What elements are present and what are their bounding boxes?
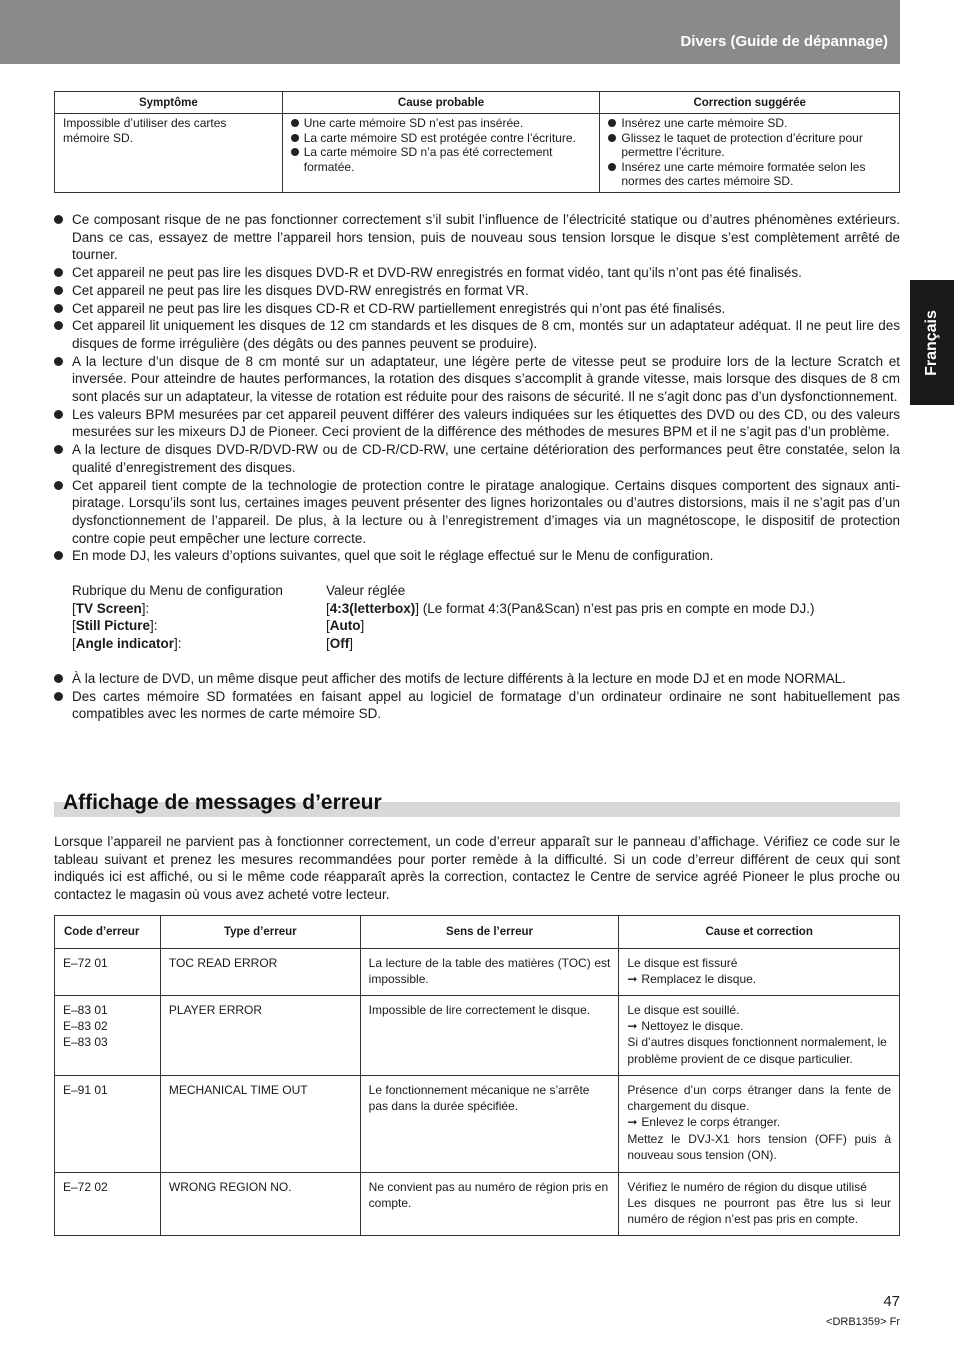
header-symptom: Symptôme bbox=[55, 92, 283, 114]
notes-list bbox=[54, 211, 900, 565]
header-error-cause: Cause et correction bbox=[619, 916, 900, 949]
document-code: <DRB1359> Fr bbox=[826, 1316, 900, 1328]
error-cause: Présence d’un corps étranger dans la fente de chargement du disque. ➞ Enlevez le corps étranger. Mettez le DVJ-X1 hors tension (OFF) puis à nouveau sous tension (ON). bbox=[619, 1076, 900, 1173]
config-row: [TV Screen]: [4:3(letterbox)] (Le format 4:3(Pan&Scan) n’est pas pris en compte en mode DJ.) bbox=[72, 600, 815, 616]
list-item: Une carte mémoire SD n’est pas insérée. bbox=[291, 116, 592, 131]
config-value: Off bbox=[329, 636, 350, 652]
error-type: WRONG REGION NO. bbox=[160, 1173, 360, 1236]
cause-cell bbox=[282, 114, 600, 193]
note-item: Cet appareil ne peut pas lire les disques CD-R et CD-RW partiellement enregistrés qui n’ont pas été finalisés. bbox=[54, 300, 900, 318]
error-cause: Le disque est souillé. ➞ Nettoyez le disque. Si d’autres disques fonctionnent normalement, le problème provient de ce disque particulier. bbox=[619, 996, 900, 1076]
list-item: Insérez une carte mémoire formatée selon les normes des cartes mémoire SD. bbox=[608, 160, 891, 189]
note-item: A la lecture de disques DVD-R/DVD-RW ou de CD-R/CD-RW, une certaine détérioration des performances peut être constatée, selon la qualité d’enregistrement des disques. bbox=[54, 441, 900, 476]
config-item: Still Picture bbox=[75, 618, 151, 634]
config-value: 4:3(letterbox) bbox=[329, 600, 416, 616]
config-value: Auto bbox=[329, 618, 361, 634]
error-meaning: Impossible de lire correctement le disque. bbox=[360, 996, 619, 1076]
list-item: La carte mémoire SD est protégée contre l’écriture. bbox=[291, 131, 592, 146]
symptom-table bbox=[54, 91, 900, 193]
error-type: MECHANICAL TIME OUT bbox=[160, 1076, 360, 1173]
config-header-item: Rubrique du Menu de configuration bbox=[72, 583, 283, 599]
error-meaning: Ne convient pas au numéro de région pris en compte. bbox=[360, 1173, 619, 1236]
error-cause: Vérifiez le numéro de région du disque utilisé Les disques ne pourront pas être lus si leur numéro de région n’est pas pris en compte. bbox=[619, 1173, 900, 1236]
note-item: En mode DJ, les valeurs d’options suivantes, quel que soit le réglage effectué sur le Menu de configuration. bbox=[54, 547, 900, 565]
error-code: E–72 01 bbox=[55, 949, 161, 996]
note-item: Ce composant risque de ne pas fonctionner correctement s’il subit l’influence de l’électricité statique ou d’autres phénomènes extérieurs. Dans ce cas, essayez de mettre l’appareil hors tension, puis de nouveau sous tension lorsque le disque s’est complètement arrêté de tourner. bbox=[54, 211, 900, 264]
note-item: A la lecture d’un disque de 8 cm monté sur un adaptateur, une légère perte de vitesse peut se produire lors de la lecture Scratch et inversée. Pour atteindre de hautes performances, la rotation des disques s’accomplit à grande vitesse, mais lorsque des disques de 8 cm sont placés sur un adaptateur, la vitesse de rotation est réduite pour des raisons de sécurité. Il ne s’agit donc pas d’un dysfonctionnement. bbox=[54, 353, 900, 406]
table-row bbox=[55, 1173, 900, 1236]
arrow-right-icon: ➞ bbox=[627, 1115, 638, 1130]
note-item: Cet appareil tient compte de la technologie de protection contre le piratage analogique. Certains disques comportent des signaux anti-piratage. Lorsqu’ils sont lus, certaines images peuvent présenter des lignes horizontales ou d’autres distorsions, mais il ne s’agit pas d’un dysfonctionnement de l’appareil. De plus, à la lecture ou à l’enregistrement d’images via un magnétoscope, le dispositif de protection contre copie peut empêcher une lecture correcte. bbox=[54, 477, 900, 548]
symptom-cell: Impossible d’utiliser des cartes mémoire SD. bbox=[55, 114, 283, 193]
config-header-value: Valeur réglée bbox=[326, 583, 406, 599]
config-row: [Angle indicator]: [Off] bbox=[72, 636, 354, 652]
list-item: Glissez le taquet de protection d’écriture pour permettre l’écriture. bbox=[608, 131, 891, 160]
error-code: E–72 02 bbox=[55, 1173, 161, 1236]
error-table-header bbox=[55, 916, 900, 949]
symptom-table-header bbox=[55, 92, 900, 114]
note-item: Cet appareil ne peut pas lire les disques DVD-RW enregistrés en format VR. bbox=[54, 282, 900, 300]
arrow-right-icon: ➞ bbox=[627, 1019, 638, 1034]
section-heading bbox=[54, 791, 900, 819]
header-bar bbox=[0, 0, 900, 64]
note-item: Cet appareil ne peut pas lire les disques DVD-R et DVD-RW enregistrés en format vidéo, tant qu’ils n’ont pas été finalisés. bbox=[54, 264, 900, 282]
page-number: 47 bbox=[883, 1293, 900, 1310]
error-cause: Le disque est fissuré ➞ Remplacez le disque. bbox=[619, 949, 900, 996]
correction-cell bbox=[600, 114, 900, 193]
config-item: Angle indicator bbox=[75, 636, 175, 652]
section-intro: Lorsque l’appareil ne parvient pas à fonctionner correctement, un code d’erreur apparaît sur le panneau d’affichage. Vérifiez ce code sur le tableau suivant et prenez les mesures recommandées pour porter remède à la difficulté. Si un code d’erreur différent de ceux qui sont indiqués ici est affiché, ou si le même code réapparaît après la correction, contactez le Centre de service agréé Pioneer le plus proche ou contactez le magasin où vous avez acheté votre lecteur. bbox=[54, 834, 900, 903]
error-type: TOC READ ERROR bbox=[160, 949, 360, 996]
list-item: La carte mémoire SD n’a pas été correctement formatée. bbox=[291, 145, 592, 174]
list-item: Insérez une carte mémoire SD. bbox=[608, 116, 891, 131]
error-code: E–91 01 bbox=[55, 1076, 161, 1173]
note-item: Cet appareil lit uniquement les disques de 12 cm standards et les disques de 8 cm, montés sur un adaptateur adéquat. Il ne peut lire des disques de forme irrégulière (des dégâts ou des pannes peuvent se produire). bbox=[54, 317, 900, 352]
note-item: Des cartes mémoire SD formatées en faisant appel au logiciel de formatage d’un ordinateur ordinaire ne sont habituellement pas compatibles avec les normes de carte mémoire SD. bbox=[54, 688, 900, 723]
note-item: À la lecture de DVD, un même disque peut afficher des motifs de lecture différents à la lecture en mode DJ et en mode NORMAL. bbox=[54, 670, 900, 688]
section-title: Affichage de messages d’erreur bbox=[63, 791, 382, 814]
error-meaning: La lecture de la table des matières (TOC) est impossible. bbox=[360, 949, 619, 996]
config-header-row bbox=[72, 582, 900, 600]
error-table bbox=[54, 915, 900, 1236]
header-error-type: Type d’erreur bbox=[160, 916, 360, 949]
table-row bbox=[55, 114, 900, 193]
language-tab bbox=[910, 280, 954, 405]
note-item: Les valeurs BPM mesurées par cet appareil peuvent différer des valeurs indiquées sur les étiquettes des DVD ou des CD, ou des valeurs mesurées sur les mixeurs DJ de Pioneer. Ceci provient de la différence des méthodes de mesures BPM et il ne s’agit pas d’un problème. bbox=[54, 406, 900, 441]
header-error-code: Code d’erreur bbox=[55, 916, 161, 949]
notes-list-after bbox=[54, 670, 900, 723]
header-title: Divers (Guide de dépannage) bbox=[680, 33, 888, 50]
language-tab-label: Français bbox=[923, 309, 940, 376]
table-row bbox=[55, 1076, 900, 1173]
error-code: E–83 01 E–83 02 E–83 03 bbox=[55, 996, 161, 1076]
table-row bbox=[55, 949, 900, 996]
config-item: TV Screen bbox=[75, 600, 142, 616]
header-error-meaning: Sens de l’erreur bbox=[360, 916, 619, 949]
header-cause: Cause probable bbox=[282, 92, 600, 114]
config-note: (Le format 4:3(Pan&Scan) n’est pas pris en compte en mode DJ.) bbox=[419, 600, 815, 616]
arrow-right-icon: ➞ bbox=[627, 972, 638, 987]
config-settings bbox=[72, 582, 900, 653]
error-type: PLAYER ERROR bbox=[160, 996, 360, 1076]
notes-section bbox=[54, 211, 900, 723]
config-row: [Still Picture]: [Auto] bbox=[72, 618, 365, 634]
table-row bbox=[55, 996, 900, 1076]
error-meaning: Le fonctionnement mécanique ne s’arrête pas dans la durée spécifiée. bbox=[360, 1076, 619, 1173]
header-correction: Correction suggérée bbox=[600, 92, 900, 114]
